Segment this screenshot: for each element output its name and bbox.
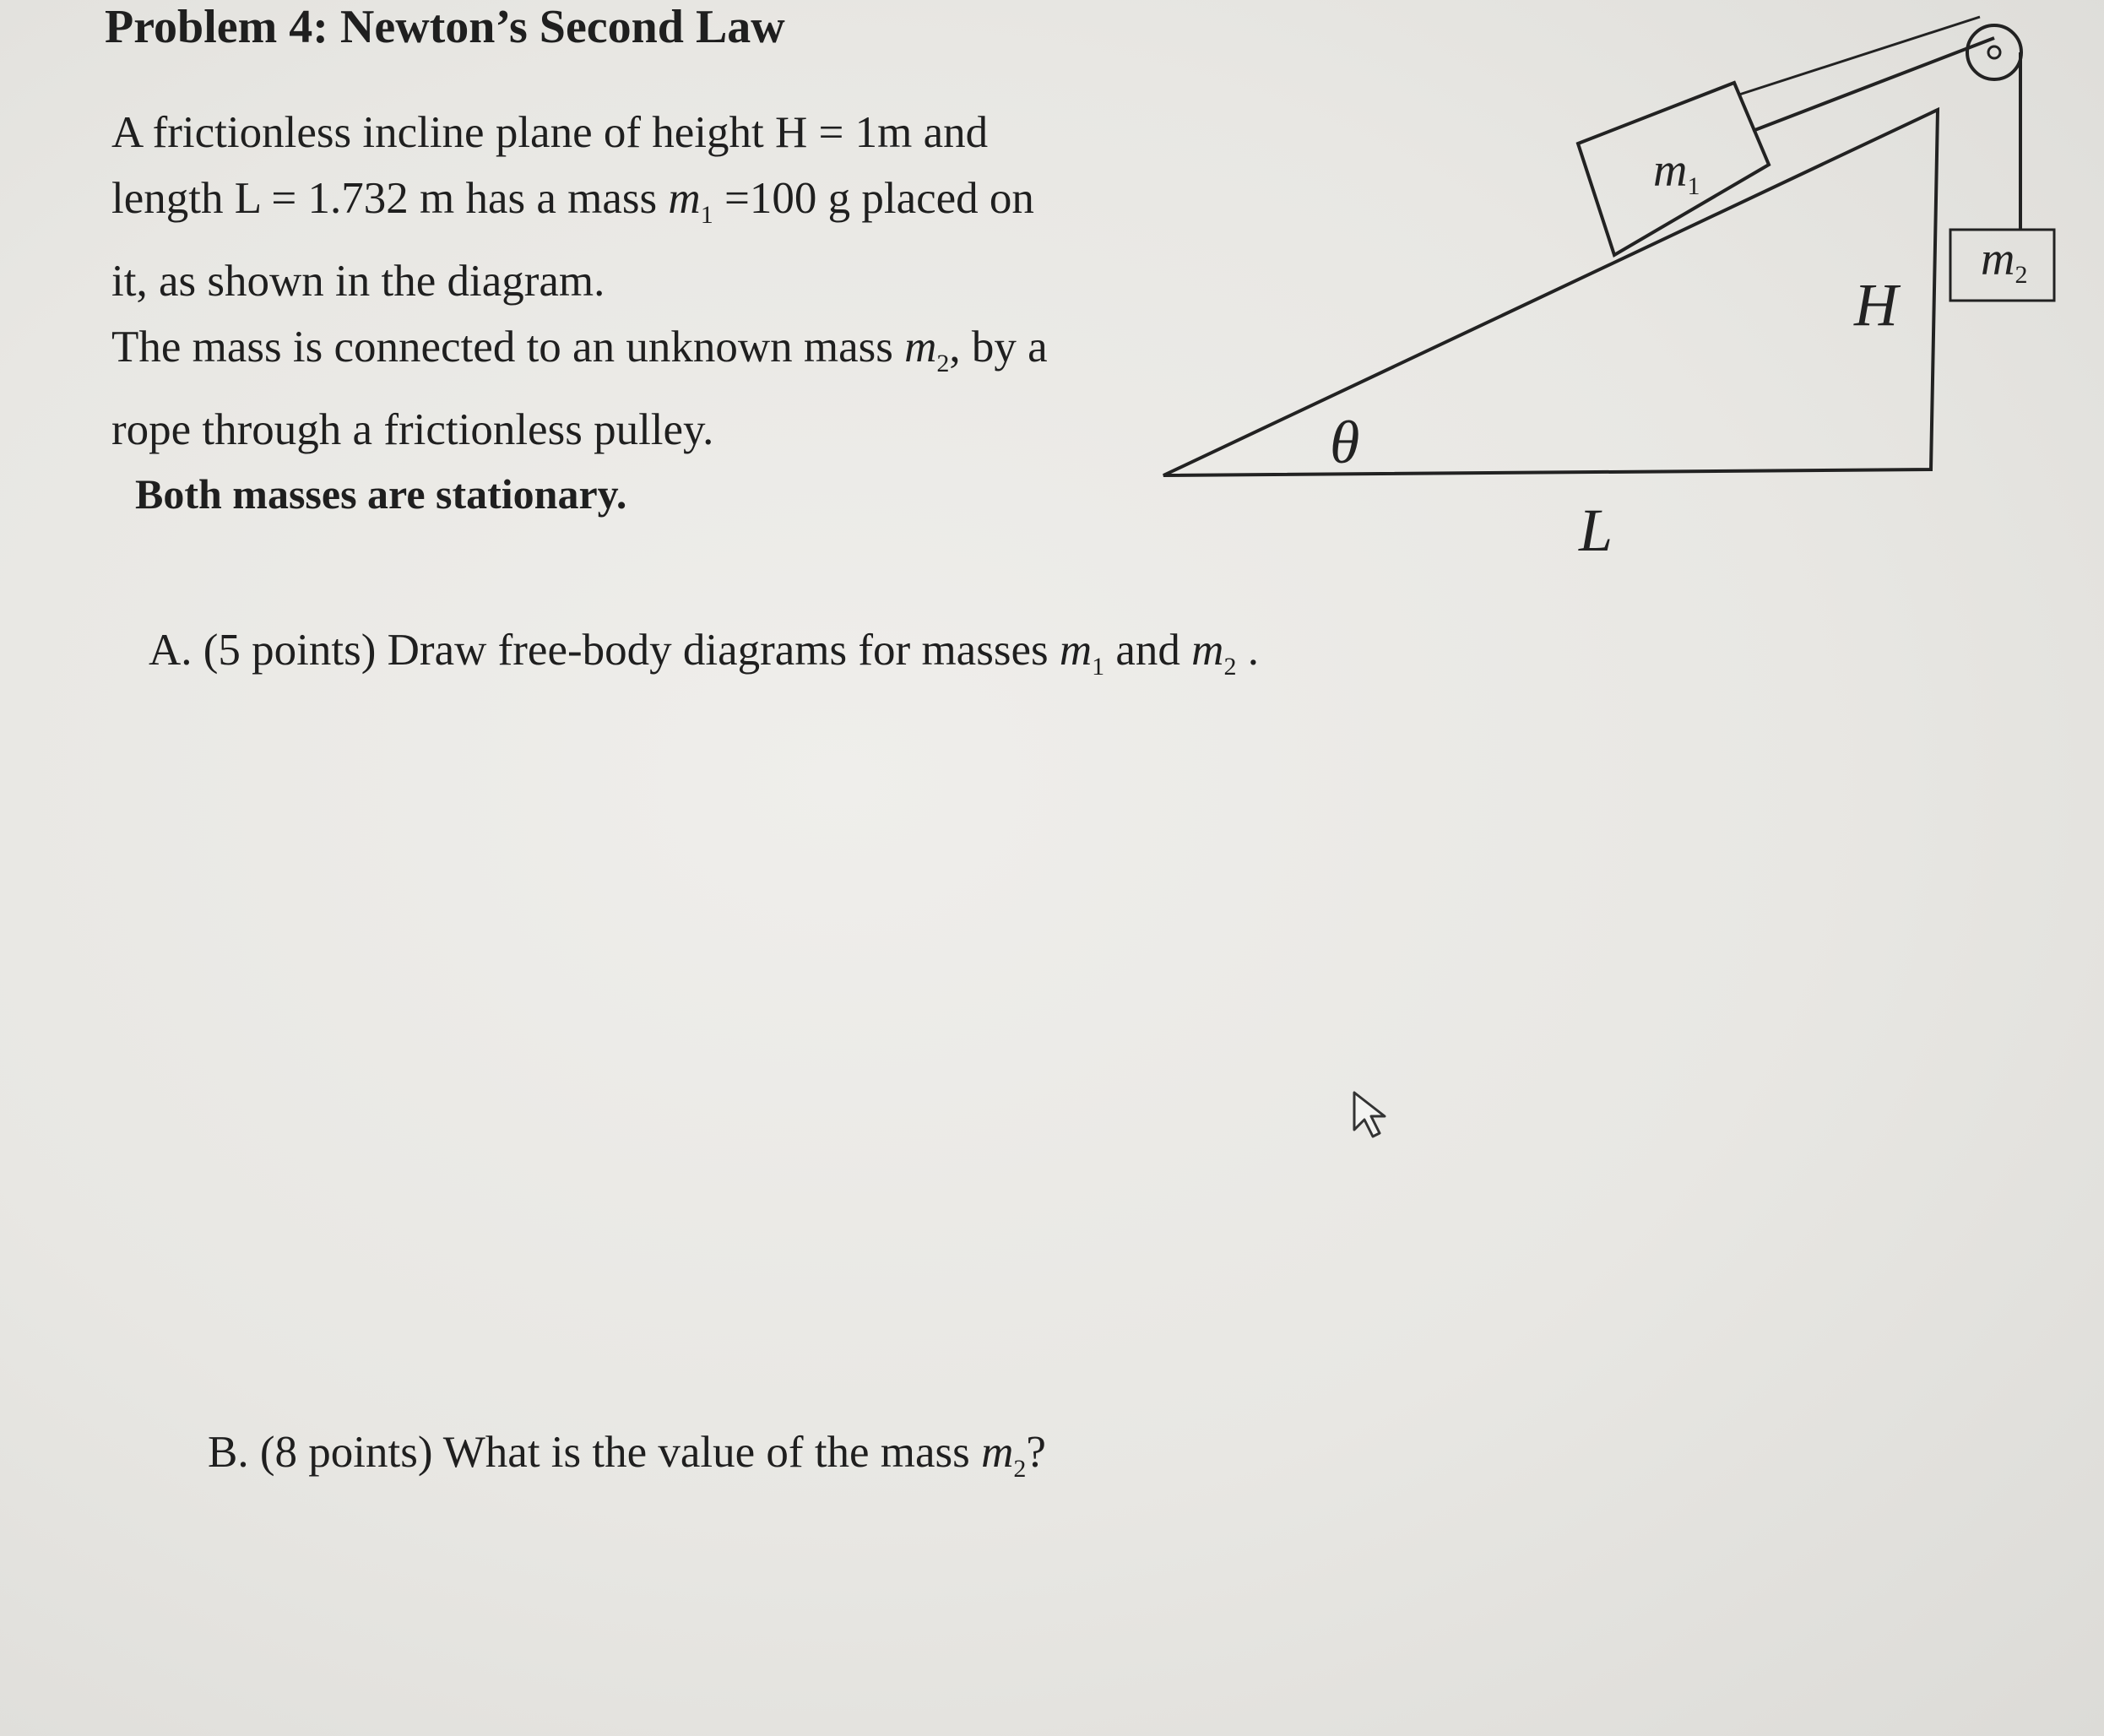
pulley <box>1967 25 2021 79</box>
mass-2-label: m2 <box>1981 233 2028 289</box>
statement-line-2: length L = 1.732 m has a mass $m_1 =100$ g placed on <box>111 174 1034 229</box>
question-a: A. (5 points) Draw free-body diagrams for masses $m_1$ and $m_2$ . <box>149 626 1259 681</box>
length-label: L <box>1579 496 1613 564</box>
question-b: B. (8 points) What is the value of the mass $m_2$? <box>208 1428 1046 1483</box>
mouse-pointer-icon <box>1351 1089 1393 1140</box>
statement-line-5: rope through a frictionless pulley. <box>111 405 714 454</box>
stationary-note: Both masses are stationary. <box>135 470 627 518</box>
incline-plane <box>1163 110 1938 475</box>
mass-1-label: m1 <box>1653 144 1700 200</box>
statement-line-1: A frictionless incline plane of height H = 1m and <box>111 108 989 157</box>
incline-diagram <box>1148 0 2104 591</box>
height-label: H <box>1854 271 1898 339</box>
pulley-axle <box>1988 46 2000 58</box>
statement-line-4: The mass is connected to an unknown mass $m_2$, by a <box>111 323 1048 377</box>
problem-statement <box>111 100 1048 463</box>
statement-line-3: it, as shown in the diagram. <box>111 257 605 306</box>
problem-title: Problem 4: Newton’s Second Law <box>105 1 785 53</box>
angle-label: θ <box>1330 409 1360 476</box>
